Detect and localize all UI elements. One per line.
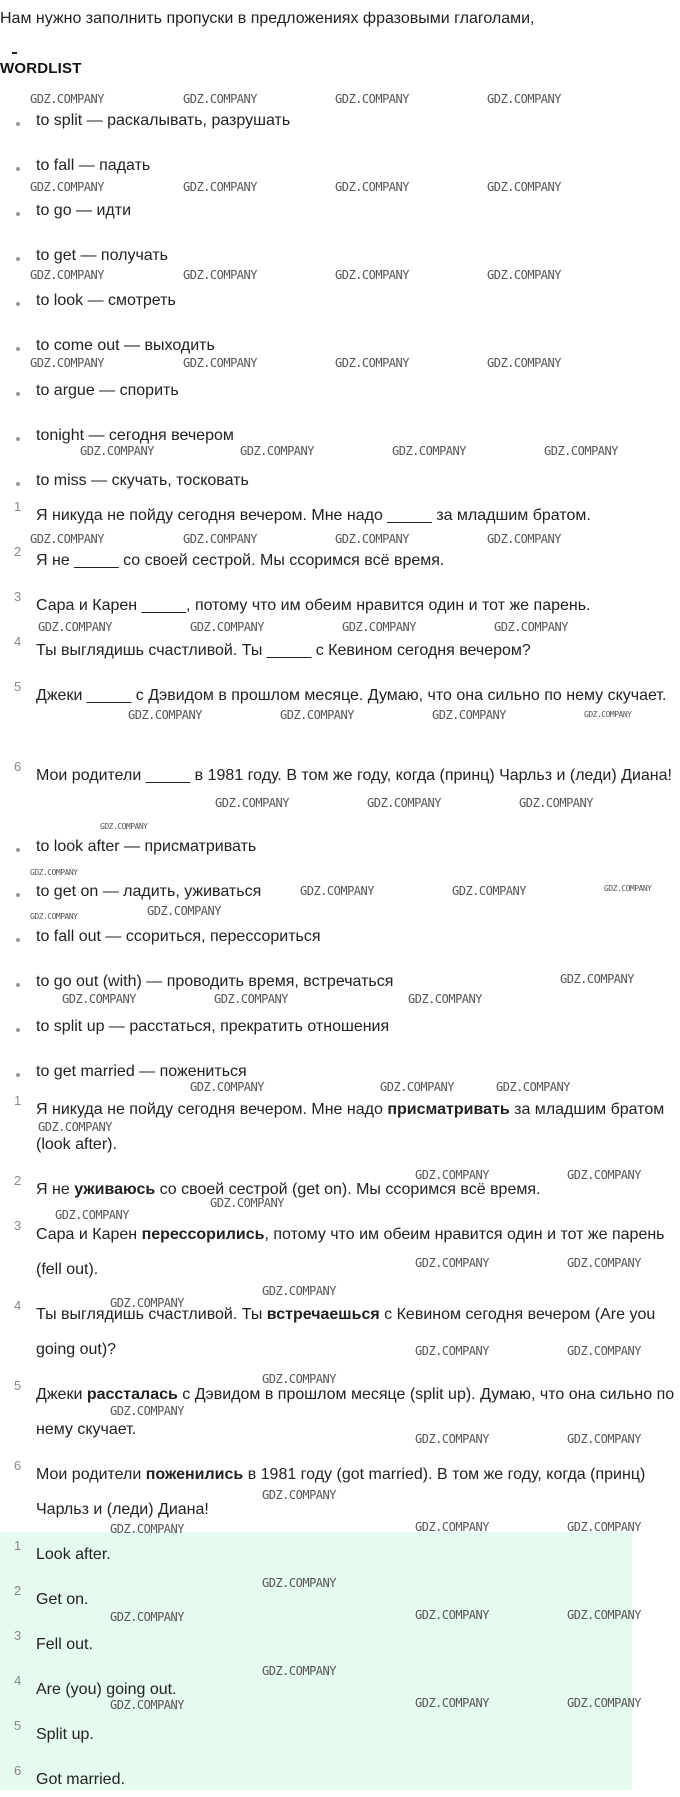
watermark: GDZ.COMPANY [380, 1080, 454, 1094]
bullet-icon [16, 1073, 20, 1077]
watermark: GDZ.COMPANY [262, 1576, 336, 1590]
watermark: GDZ.COMPANY [496, 1080, 570, 1094]
bullet-icon [16, 212, 20, 216]
bullet-icon [16, 392, 20, 396]
watermark: GDZ.COMPANY [415, 1432, 489, 1446]
watermark: GDZ.COMPANY [80, 444, 154, 458]
intro-text: Нам нужно заполнить пропуски в предложениях фразовыми глаголами, [0, 10, 535, 27]
watermark: GDZ.COMPANY [335, 92, 409, 106]
watermark: GDZ.COMPANY [215, 796, 289, 810]
watermark: GDZ.COMPANY [183, 268, 257, 282]
watermark: GDZ.COMPANY [100, 822, 148, 831]
watermark: GDZ.COMPANY [415, 1256, 489, 1270]
bullet-icon [16, 437, 20, 441]
watermark: GDZ.COMPANY [183, 532, 257, 546]
watermark: GDZ.COMPANY [494, 620, 568, 634]
watermark: GDZ.COMPANY [30, 180, 104, 194]
watermark: GDZ.COMPANY [415, 1696, 489, 1710]
watermark: GDZ.COMPANY [567, 1608, 641, 1622]
watermark: GDZ.COMPANY [335, 532, 409, 546]
bullet-icon [16, 938, 20, 942]
bullet-icon [16, 302, 20, 306]
watermark: GDZ.COMPANY [262, 1372, 336, 1386]
watermark: GDZ.COMPANY [584, 710, 632, 719]
watermark: GDZ.COMPANY [487, 356, 561, 370]
watermark: GDZ.COMPANY [487, 532, 561, 546]
watermark: GDZ.COMPANY [110, 1610, 184, 1624]
watermark: GDZ.COMPANY [567, 1344, 641, 1358]
watermark: GDZ.COMPANY [262, 1664, 336, 1678]
wordlist-title: WORDLIST [0, 60, 82, 77]
watermark: GDZ.COMPANY [30, 92, 104, 106]
watermark: GDZ.COMPANY [432, 708, 506, 722]
watermark: GDZ.COMPANY [110, 1522, 184, 1536]
watermark: GDZ.COMPANY [567, 1168, 641, 1182]
watermark: GDZ.COMPANY [560, 972, 634, 986]
watermark: GDZ.COMPANY [415, 1608, 489, 1622]
watermark: GDZ.COMPANY [183, 180, 257, 194]
watermark: GDZ.COMPANY [30, 868, 78, 877]
watermark: GDZ.COMPANY [262, 1284, 336, 1298]
watermark: GDZ.COMPANY [408, 992, 482, 1006]
watermark: GDZ.COMPANY [604, 884, 652, 893]
page: Нам нужно заполнить пропуски в предложениях фразовыми глаголами, WORDLIST to split — раскалывать, разрушать to fall — падать to go — идти to get — получать to look — смотреть to come out — выходить to argue — спорить tonight — сегодня вечером to miss — скучать, тосковать 1 Я никуда не пойду сегодня вечером. Мне надо _____ за младшим братом. 2 Я не _____ со своей сестрой. Мы ссоримся всё время. 3 Сара и Карен _____, потому что им обеим нравится один и тот же парень. 4 Ты выглядишь счастливой. Ты _____ с Кевином сегодня вечером? 5 Джеки _____ с Дэвидом в прошлом месяце. Думаю, что она сильно по нему скучает. 6 Мои родители _____ в 1981 году. В том же году, когда (принц) Чарльз и (леди) Диана! to look after — присматривать to get on — ладить, уживаться to fall out — ссориться, перессориться to go out (with) — проводить время, встречаться to split up — расстаться, прекратить отношения to get married — пожениться 1 Я никуда не пойду сегодня вечером. Мне надо присматривать за младшим братом (look after). 2 Я не уживаюсь со своей сестрой (get on). Мы ссоримся всё время. 3 Сара и Карен перессорились, потому что им обеим нравится один и тот же парень (fell out). 4 Ты выглядишь счастливой. Ты встречаешься с Кевином сегодня вечером (Are you going out)? 5 Джеки рассталась с Дэвидом в прошлом месяце (split up). Думаю, что она сильно по нему скучает. 6 Мои родители поженились в 1981 году (got married). В том же году, когда (принц) Чарльз и (леди) Диана! 1 Look after. 2 Get on. 3 Fell out. 4 Are (you) going out. 5 Split up. 6 Got married. GDZ.COMPANY GDZ.COMPANY GDZ.COMPANY GDZ.COMPANY GDZ.COMPANY GDZ.COMPANY GDZ.COMPANY GDZ.COMPANY GDZ.COMPANY GDZ.COMPANY GDZ.COMPANY GDZ.COMPANY GDZ.COMPANY GDZ.COMPANY GDZ.COMPANY GDZ.COMPANY GDZ.COMPANY GDZ.COMPANY GDZ.COMPANY GDZ.COMPANY GDZ.COMPANY GDZ.COMPANY GDZ.COMPANY GDZ.COMPANY GDZ.COMPANY GDZ.COMPANY GDZ.COMPANY GDZ.COMPANY GDZ.COMPANY GDZ.COMPANY GDZ.COMPANY GDZ.COMPANY GDZ.COMPANY GDZ.COMPANY GDZ.COMPANY GDZ.COMPANY GDZ.COMPANY GDZ.COMPANY GDZ.COMPANY GDZ.COMPANY GDZ.COMPANY GDZ.COMPANY GDZ.COMPANY GDZ.COMPANY GDZ.COMPANY GDZ.COMPANY GDZ.COMPANY GDZ.COMPANY GDZ.COMPANY GDZ.COMPANY GDZ.COMPANY GDZ.COMPANY GDZ.COMPANY GDZ.COMPANY GDZ.COMPANY GDZ.COMPANY GDZ.COMPANY GDZ.COMPANY GDZ.COMPANY GDZ.COMPANY GDZ.COMPANY GDZ.COMPANY GDZ.COMPANY GDZ.COMPANY GDZ.COMPANY GDZ.COMPANY GDZ.COMPANY GDZ.COMPANY GDZ.COMPANY GDZ.COMPANY GDZ.COMPANY GDZ.COMPANY GDZ.COMPANY GDZ.COMPANY GDZ.COMPANY GDZ.COMPANY [0, 10, 675, 1788]
bullet-icon [16, 893, 20, 897]
watermark: GDZ.COMPANY [38, 620, 112, 634]
watermark: GDZ.COMPANY [128, 708, 202, 722]
watermark: GDZ.COMPANY [519, 796, 593, 810]
watermark: GDZ.COMPANY [30, 532, 104, 546]
watermark: GDZ.COMPANY [110, 1404, 184, 1418]
bullet-icon [16, 482, 20, 486]
bullet-icon [16, 167, 20, 171]
watermark: GDZ.COMPANY [415, 1520, 489, 1534]
watermark: GDZ.COMPANY [367, 796, 441, 810]
watermark: GDZ.COMPANY [300, 884, 374, 898]
watermark: GDZ.COMPANY [335, 180, 409, 194]
bullet-icon [16, 983, 20, 987]
watermark: GDZ.COMPANY [335, 268, 409, 282]
watermark: GDZ.COMPANY [452, 884, 526, 898]
watermark: GDZ.COMPANY [55, 1208, 129, 1222]
watermark: GDZ.COMPANY [262, 1488, 336, 1502]
watermark: GDZ.COMPANY [62, 992, 136, 1006]
watermark: GDZ.COMPANY [190, 1080, 264, 1094]
watermark: GDZ.COMPANY [415, 1344, 489, 1358]
bullet-icon [16, 122, 20, 126]
watermark: GDZ.COMPANY [567, 1520, 641, 1534]
watermark: GDZ.COMPANY [392, 444, 466, 458]
watermark: GDZ.COMPANY [190, 620, 264, 634]
watermark: GDZ.COMPANY [30, 356, 104, 370]
watermark: GDZ.COMPANY [544, 444, 618, 458]
watermark: GDZ.COMPANY [38, 1120, 112, 1134]
bullet-icon [16, 347, 20, 351]
watermark: GDZ.COMPANY [147, 904, 221, 918]
watermark: GDZ.COMPANY [335, 356, 409, 370]
watermark: GDZ.COMPANY [280, 708, 354, 722]
watermark: GDZ.COMPANY [110, 1698, 184, 1712]
watermark: GDZ.COMPANY [183, 356, 257, 370]
watermark: GDZ.COMPANY [30, 268, 104, 282]
watermark: GDZ.COMPANY [110, 1296, 184, 1310]
bullet-icon [16, 257, 20, 261]
watermark: GDZ.COMPANY [567, 1696, 641, 1710]
bullet-icon [16, 1028, 20, 1032]
watermark: GDZ.COMPANY [183, 92, 257, 106]
watermark: GDZ.COMPANY [30, 912, 78, 921]
watermark: GDZ.COMPANY [210, 1196, 284, 1210]
watermark: GDZ.COMPANY [415, 1168, 489, 1182]
watermark: GDZ.COMPANY [567, 1432, 641, 1446]
watermark: GDZ.COMPANY [240, 444, 314, 458]
watermark: GDZ.COMPANY [214, 992, 288, 1006]
watermark: GDZ.COMPANY [487, 268, 561, 282]
watermark: GDZ.COMPANY [342, 620, 416, 634]
watermark: GDZ.COMPANY [487, 92, 561, 106]
bullet-icon [16, 848, 20, 852]
watermark: GDZ.COMPANY [487, 180, 561, 194]
watermark: GDZ.COMPANY [567, 1256, 641, 1270]
